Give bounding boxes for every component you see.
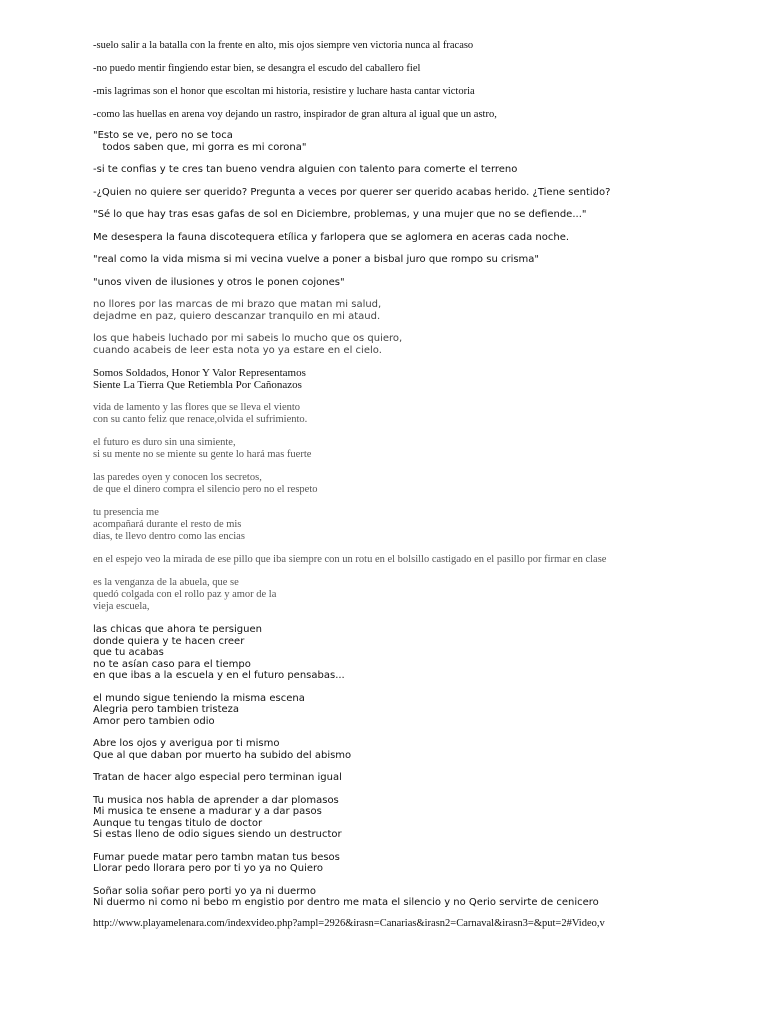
document-body xyxy=(93,40,753,930)
paragraph: Abre los ojos y averigua por ti mismo Que al que daban por muerto ha subido del abismo xyxy=(93,738,352,761)
paragraph: los que habeis luchado por mi sabeis lo mucho que os quiero, cuando acabeis de leer esta nota yo ya estare en el cielo. xyxy=(93,333,403,356)
paragraph: -mis lagrimas son el honor que escoltan mi historia, resistire y luchare hasta cantar victoria xyxy=(93,86,475,97)
paragraph: -si te confias y te cres tan bueno vendra alguien con talento para comerte el terreno xyxy=(93,164,518,175)
paragraph: el mundo sigue teniendo la misma escena Alegria pero tambien tristeza Amor pero tambien odio xyxy=(93,692,305,727)
paragraph: las chicas que ahora te persiguen donde quiera y te hacen creer que tu acabas no te asían caso para el tiempo en que ibas a la escuela y en el futuro pensabas... xyxy=(93,624,345,681)
paragraph: Tu musica nos habla de aprender a dar plomasos Mi musica te ensene a madurar y a dar pasos Aunque tu tengas titulo de doctor Si estas lleno de odio sigues siendo un destructor xyxy=(93,794,342,840)
paragraph: "unos viven de ilusiones y otros le ponen cojones" xyxy=(93,276,345,288)
paragraph: Me desespera la fauna discotequera etílica y farlopera que se aglomera en aceras cada noche. xyxy=(93,231,570,243)
paragraph: en el espejo veo la mirada de ese pillo que iba siempre con un rotu en el bolsillo castigado en el pasillo por firmar en clase xyxy=(93,554,607,565)
paragraph: "Sé lo que hay tras esas gafas de sol en Diciembre, problemas, y una mujer que no se defiende..." xyxy=(93,209,587,220)
paragraph: -no puedo mentir fingiendo estar bien, se desangra el escudo del caballero fiel xyxy=(93,63,421,74)
paragraph: Fumar puede matar pero tambn matan tus besos Llorar pedo llorara pero por ti yo ya no Quiero xyxy=(93,851,340,874)
paragraph: Tratan de hacer algo especial pero terminan igual xyxy=(93,772,342,783)
paragraph: tu presencia me acompañará durante el resto de mis dias, te llevo dentro como las encias xyxy=(93,507,245,542)
paragraph: vida de lamento y las flores que se lleva el viento con su canto feliz que renace,olvida el sufrimiento. xyxy=(93,402,308,425)
paragraph: no llores por las marcas de mi brazo que matan mi salud, dejadme en paz, quiero descanzar tranquilo en mi ataud. xyxy=(93,299,382,322)
paragraph: -como las huellas en arena voy dejando un rastro, inspirador de gran altura al igual que un astro, xyxy=(93,109,497,120)
paragraph: "real como la vida misma si mi vecina vuelve a poner a bisbal juro que rompo su crisma" xyxy=(93,254,540,265)
paragraph: -suelo salir a la batalla con la frente en alto, mis ojos siempre ven victoria nunca al fracaso xyxy=(93,40,474,51)
paragraph: es la venganza de la abuela, que se quedó colgada con el rollo paz y amor de la vieja escuela, xyxy=(93,577,277,612)
paragraph: Soñar solia soñar pero porti yo ya ni duermo Ni duermo ni como ni bebo m engistio por dentro me mata el silencio y no Qerio servirte de cenicero xyxy=(93,885,599,908)
paragraph: el futuro es duro sin una simiente, si su mente no se miente su gente lo hará mas fuerte xyxy=(93,437,312,460)
paragraph: Somos Soldados, Honor Y Valor Representamos Siente La Tierra Que Retiembla Por Cañonazos xyxy=(93,367,306,391)
paragraph: "Esto se ve, pero no se toca todos saben que, mi gorra es mi corona" xyxy=(93,130,307,153)
paragraph: -¿Quien no quiere ser querido? Pregunta a veces por querer ser querido acabas herido. ¿Tiene sentido? xyxy=(93,186,611,198)
url-link[interactable]: http://www.playamelenara.com/indexvideo.php?ampl=2926&irasn=Canarias&irasn2=Carnaval&irasn3=&put=2#Video,v xyxy=(93,917,605,929)
paragraph: las paredes oyen y conocen los secretos, de que el dinero compra el silencio pero no el respeto xyxy=(93,472,318,495)
